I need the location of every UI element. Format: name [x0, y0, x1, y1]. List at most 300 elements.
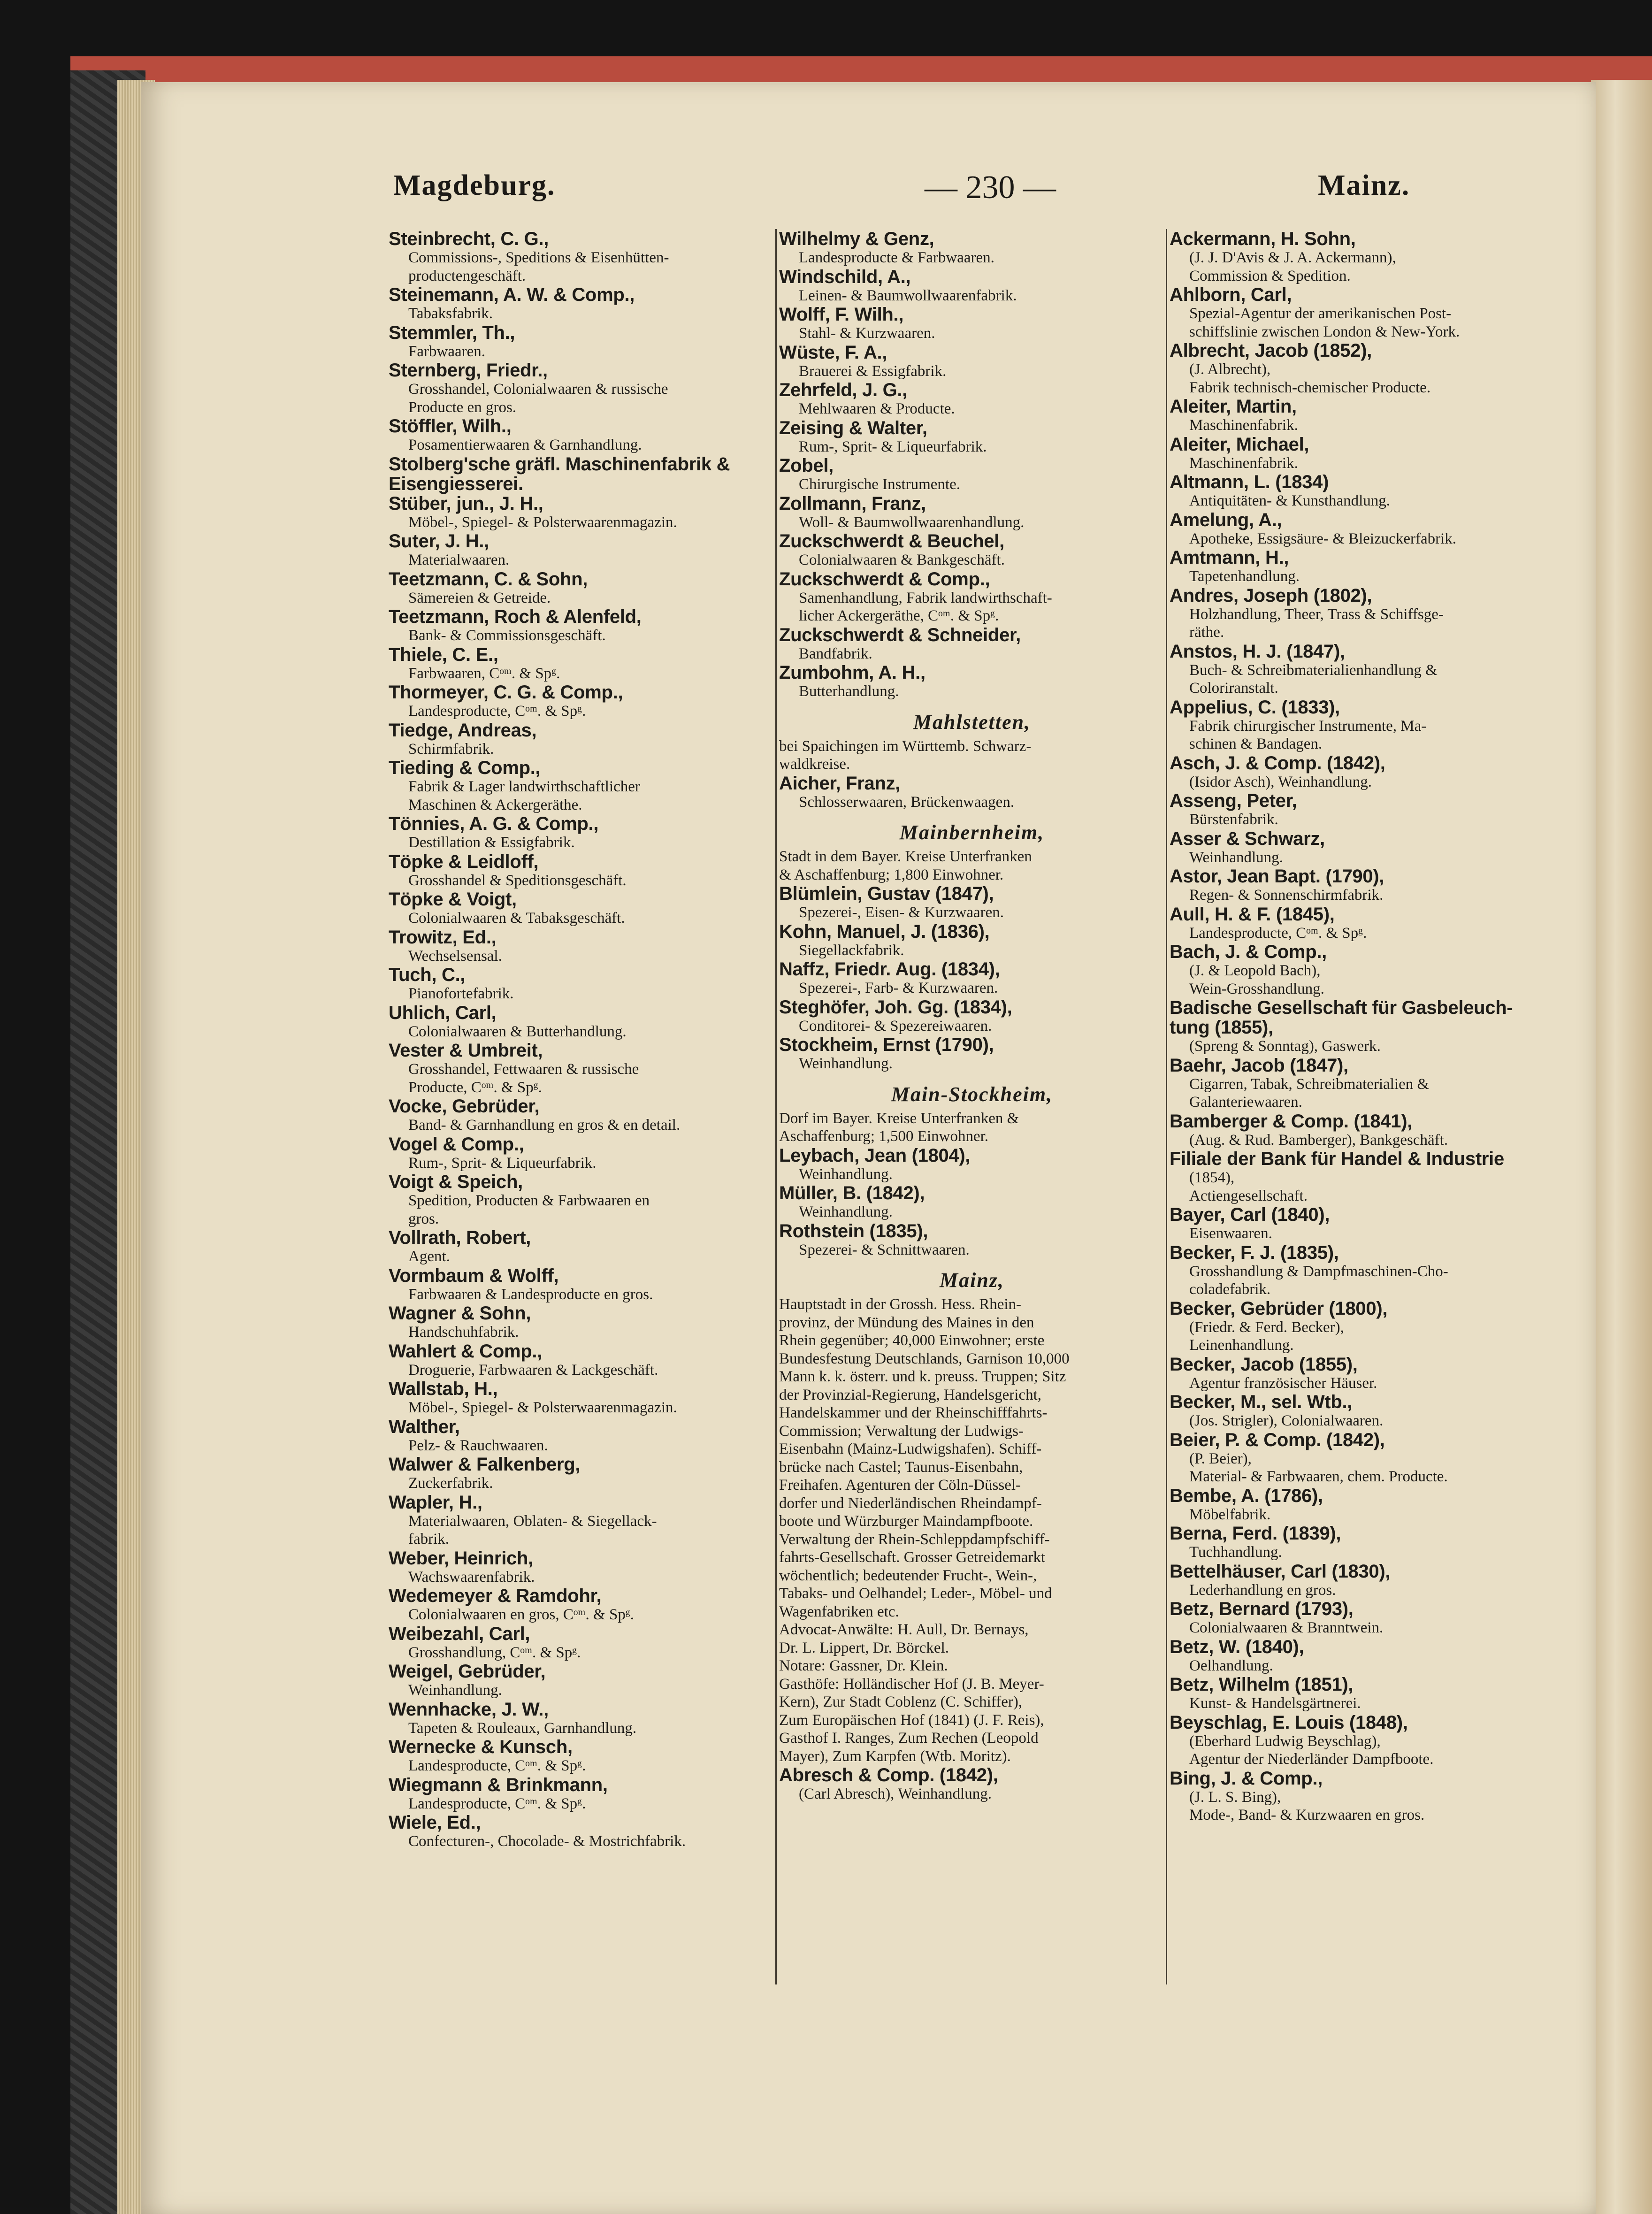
- running-head-left: Magdeburg.: [393, 169, 556, 201]
- entry-name: Tiedge, Andreas,: [389, 720, 537, 741]
- entry-description: Rum-, Sprit- & Liqueurfabrik.: [408, 1154, 597, 1172]
- directory-entry: [389, 531, 774, 569]
- entry-description: Farbwaaren & Landesproducte en gros.: [408, 1286, 653, 1303]
- place-heading: Main-Stockheim,: [891, 1082, 1053, 1106]
- entry-description: Buch- & Schreibmaterialienhandlung &: [1189, 661, 1438, 679]
- place-description-line: Verwaltung der Rhein-Schleppdampfschiff-: [779, 1531, 1050, 1548]
- place-description-line: wöchentlich; bedeutender Frucht-, Wein-,: [779, 1567, 1037, 1584]
- entry-name: Asser & Schwarz,: [1170, 828, 1325, 849]
- entry-name: Wüste, F. A.,: [779, 342, 887, 363]
- place-description-line: Mann k. k. österr. und k. preuss. Truppen; Sitz: [779, 1368, 1066, 1385]
- entry-description: Maschinenfabrik.: [1189, 417, 1298, 434]
- entry-description: Handschuhfabrik.: [408, 1324, 519, 1341]
- directory-entry: [779, 456, 1165, 494]
- entry-name: Bing, J. & Comp.,: [1170, 1768, 1323, 1789]
- entry-name: Betz, Bernard (1793),: [1170, 1599, 1354, 1619]
- entry-name: Vogel & Comp.,: [389, 1134, 524, 1155]
- directory-entry: [389, 416, 774, 454]
- directory-entry: [389, 758, 774, 814]
- entry-name: Kohn, Manuel, J. (1836),: [779, 921, 990, 942]
- entry-name: Becker, F. J. (1835),: [1170, 1242, 1339, 1263]
- place-description-line: Zum Europäischen Hof (1841) (J. F. Reis),: [779, 1711, 1044, 1729]
- entry-name: Ahlborn, Carl,: [1170, 284, 1292, 305]
- directory-entry: [779, 625, 1165, 663]
- entry-name: Aleiter, Martin,: [1170, 396, 1297, 417]
- directory-entry: [389, 454, 774, 474]
- directory-entry: [1170, 1243, 1564, 1299]
- entry-description: Confecturen-, Chocolade- & Mostrichfabrik.: [408, 1833, 686, 1850]
- entry-name: Wennhacke, J. W.,: [389, 1699, 549, 1720]
- directory-entry: [779, 1183, 1165, 1221]
- entry-description: Möbel-, Spiegel- & Polsterwaarenmagazin.: [408, 1399, 677, 1416]
- entry-name: Betz, W. (1840),: [1170, 1636, 1304, 1657]
- entry-description: Weinhandlung.: [799, 1165, 893, 1183]
- entry-name: Vocke, Gebrüder,: [389, 1096, 540, 1117]
- directory-entry: [389, 285, 774, 323]
- entry-description: Tuchhandlung.: [1189, 1544, 1282, 1561]
- directory-entry: [1170, 1637, 1564, 1675]
- directory-entry: [1170, 753, 1564, 791]
- directory-entry: [389, 1341, 774, 1379]
- entry-name: Wagner & Sohn,: [389, 1303, 531, 1324]
- place-description-line: & Aschaffenburg; 1,800 Einwohner.: [779, 866, 1004, 883]
- entry-description: Grosshandel & Speditionsgeschäft.: [408, 872, 627, 889]
- entry-description: Möbel-, Spiegel- & Polsterwaarenmagazin.: [408, 513, 677, 531]
- entry-name: Walther,: [389, 1416, 460, 1437]
- directory-entry: [389, 1417, 774, 1455]
- entry-name: Voigt & Speich,: [389, 1172, 523, 1192]
- entry-description: Schlosserwaaren, Brückenwaagen.: [799, 793, 1015, 811]
- entry-description: Pelz- & Rauchwaaren.: [408, 1437, 548, 1454]
- entry-description: Spezerei-, Farb- & Kurzwaaren.: [799, 980, 998, 996]
- directory-entry: [1170, 1562, 1564, 1600]
- directory-entry: [1170, 1713, 1564, 1769]
- entry-description: Commissions-, Speditions & Eisenhütten-: [408, 249, 669, 266]
- directory-entry: [389, 682, 774, 720]
- directory-entry: [1170, 435, 1564, 473]
- entry-description: Siegellackfabrik.: [799, 942, 904, 959]
- column-2: [779, 229, 1165, 1984]
- directory-entry: [779, 774, 1165, 812]
- directory-entry: [389, 323, 774, 361]
- directory-entry: [779, 1221, 1165, 1259]
- place-heading: Mahlstetten,: [913, 710, 1031, 734]
- place-description-line: Dorf im Bayer. Kreise Unterfranken &: [779, 1110, 1019, 1127]
- directory-entry: [389, 1041, 774, 1096]
- directory-entry: [389, 1662, 774, 1700]
- entry-description: Antiquitäten- & Kunsthandlung.: [1189, 492, 1391, 509]
- directory-entry: [389, 494, 774, 532]
- entry-description: Producte en gros.: [408, 398, 517, 416]
- place-description-line: bei Spaichingen im Württemb. Schwarz-: [779, 737, 1032, 755]
- entry-name: tung (1855),: [1170, 1017, 1273, 1038]
- entry-name: Uhlich, Carl,: [389, 1002, 497, 1023]
- directory-entry: [779, 343, 1165, 381]
- directory-entry: [389, 1813, 774, 1851]
- entry-name: Altmann, L. (1834): [1170, 472, 1329, 492]
- directory-entry: [1170, 1675, 1564, 1713]
- entry-description: (Eberhard Ludwig Beyschlag),: [1189, 1732, 1381, 1750]
- place-description-line: boote und Würzburger Maindampfboote.: [779, 1513, 1033, 1530]
- entry-description: Farbwaaren.: [408, 343, 486, 360]
- entry-name: Steinbrecht, C. G.,: [389, 229, 549, 249]
- entry-name: Walwer & Falkenberg,: [389, 1454, 581, 1475]
- entry-description: Materialwaaren.: [408, 552, 510, 568]
- place-description-line: Gasthöfe: Holländischer Hof (J. B. Meyer-: [779, 1675, 1044, 1693]
- entry-description: (Spreng & Sonntag), Gaswerk.: [1189, 1038, 1381, 1055]
- entry-name: Aleiter, Michael,: [1170, 434, 1309, 455]
- directory-entry: [389, 360, 774, 416]
- directory-entry: [779, 380, 1165, 418]
- entry-description: Bandfabrik.: [799, 645, 872, 662]
- entry-name: Windschild, A.,: [779, 266, 911, 287]
- directory-entry: [1170, 866, 1564, 904]
- directory-entry: [779, 305, 1165, 343]
- entry-name: Zehrfeld, J. G.,: [779, 380, 908, 400]
- entry-name: Teetzmann, C. & Sohn,: [389, 568, 588, 590]
- entry-description: Cigarren, Tabak, Schreibmaterialien &: [1189, 1075, 1430, 1093]
- entry-description: Mehlwaaren & Producte.: [799, 400, 955, 417]
- directory-entry: [1170, 229, 1564, 285]
- entry-name: Beier, P. & Comp. (1842),: [1170, 1429, 1385, 1450]
- entry-description: Grosshandlung, Cᵒᵐ. & Spᵍ.: [408, 1644, 581, 1661]
- place-heading: Mainz,: [940, 1269, 1004, 1292]
- entry-description: (J. L. S. Bing),: [1189, 1788, 1281, 1806]
- entry-description: Wachswaarenfabrik.: [408, 1568, 535, 1586]
- entry-description: Colonialwaaren en gros, Cᵒᵐ. & Spᵍ.: [408, 1606, 634, 1623]
- entry-description: Grosshandel, Fettwaaren & russische: [408, 1061, 639, 1078]
- entry-description: Agentur französischer Häuser.: [1189, 1374, 1377, 1392]
- entry-description: Bürstenfabrik.: [1189, 811, 1278, 828]
- directory-entry: [779, 267, 1165, 305]
- entry-description: (Isidor Asch), Weinhandlung.: [1189, 773, 1372, 790]
- directory-entry: [389, 814, 774, 852]
- entry-name: Steghöfer, Joh. Gg. (1834),: [779, 996, 1012, 1018]
- place-description-line: Handelskammer und der Rheinschifffahrts-: [779, 1404, 1048, 1421]
- directory-entry: [1170, 548, 1564, 586]
- entry-description: Colonialwaaren & Bankgeschäft.: [799, 552, 1005, 568]
- directory-entry: [779, 997, 1165, 1035]
- entry-description: Destillation & Essigfabrik.: [408, 834, 575, 851]
- entry-description: Weinhandlung.: [799, 1203, 893, 1220]
- entry-name: Rothstein (1835),: [779, 1220, 928, 1241]
- place-description-line: Kern), Zur Stadt Coblenz (C. Schiffer),: [779, 1693, 1023, 1710]
- entry-name: Amelung, A.,: [1170, 509, 1282, 530]
- directory-entry: [389, 1266, 774, 1304]
- entry-name: Stockheim, Ernst (1790),: [779, 1034, 994, 1055]
- place-description-line: Aschaffenburg; 1,500 Einwohner.: [779, 1128, 989, 1145]
- entry-name: Wiele, Ed.,: [389, 1812, 481, 1833]
- entry-name: Asseng, Peter,: [1170, 790, 1297, 811]
- directory-entry: [389, 1134, 774, 1172]
- place-description-line: Wagenfabriken etc.: [779, 1603, 899, 1620]
- entry-description: Stahl- & Kurzwaaren.: [799, 325, 935, 342]
- entry-description: Grosshandel, Colonialwaaren & russische: [408, 381, 668, 398]
- entry-description: Weinhandlung.: [799, 1055, 893, 1072]
- entry-name: Wiegmann & Brinkmann,: [389, 1774, 608, 1795]
- page-edges-right: [1591, 80, 1652, 2214]
- entry-name: Abresch & Comp. (1842),: [779, 1765, 998, 1785]
- entry-description: (P. Beier),: [1189, 1450, 1252, 1467]
- entry-name: Töpke & Leidloff,: [389, 851, 539, 872]
- directory-entry: [389, 229, 774, 285]
- directory-entry: [389, 852, 774, 890]
- entry-description: Holzhandlung, Theer, Trass & Schiffsge-: [1189, 605, 1444, 623]
- entry-name: Leybach, Jean (1804),: [779, 1145, 971, 1166]
- place-heading: Mainbernheim,: [899, 821, 1045, 844]
- entry-description: Zuckerfabrik.: [408, 1475, 493, 1492]
- directory-entry: [389, 1172, 774, 1228]
- entry-description: (Jos. Strigler), Colonialwaaren.: [1189, 1412, 1384, 1429]
- entry-description: (1854),: [1189, 1169, 1235, 1186]
- entry-name: Baehr, Jacob (1847),: [1170, 1055, 1348, 1076]
- entry-name: Vormbaum & Wolff,: [389, 1265, 559, 1286]
- entry-name: Bamberger & Comp. (1841),: [1170, 1111, 1413, 1132]
- directory-entry: [1170, 829, 1564, 867]
- directory-entry: [1170, 1769, 1564, 1824]
- entry-description: Kunst- & Handelsgärtnerei.: [1189, 1695, 1361, 1712]
- entry-description: Colonialwaaren & Butterhandlung.: [408, 1023, 627, 1040]
- directory-entry: [1170, 1056, 1564, 1111]
- place-description-line: brücke nach Castel; Taunus-Eisenbahn,: [779, 1458, 1023, 1476]
- directory-entry: [1170, 1149, 1564, 1205]
- entry-description: Maschinenfabrik.: [1189, 454, 1298, 472]
- entry-name: Stöffler, Wilh.,: [389, 416, 512, 437]
- entry-name: Wedemeyer & Ramdohr,: [389, 1586, 602, 1606]
- entry-name: Zeising & Walter,: [779, 417, 927, 438]
- entry-description: schiffslinie zwischen London & New-York.: [1189, 323, 1460, 340]
- entry-description: Rum-, Sprit- & Liqueurfabrik.: [799, 438, 987, 455]
- entry-description: Producte, Cᵒᵐ. & Spᵍ.: [408, 1079, 542, 1096]
- entry-name: Vollrath, Robert,: [389, 1227, 531, 1248]
- place-description-line: Eisenbahn (Mainz-Ludwigshafen). Schiff-: [779, 1440, 1042, 1457]
- entry-description: Leinen- & Baumwollwaarenfabrik.: [799, 287, 1017, 304]
- directory-entry: [779, 1146, 1165, 1184]
- column-3: [1170, 229, 1564, 1984]
- entry-description: Chirurgische Instrumente.: [799, 476, 960, 493]
- place-description-line: waldkreise.: [779, 756, 850, 773]
- directory-entry: [389, 1700, 774, 1738]
- entry-description: Landesproducte, Cᵒᵐ. & Spᵍ.: [408, 1757, 586, 1774]
- place-section: [779, 711, 1165, 774]
- entry-description: fabrik.: [408, 1531, 450, 1548]
- entry-description: Galanteriewaaren.: [1189, 1094, 1302, 1111]
- entry-name: Naffz, Friedr. Aug. (1834),: [779, 959, 1000, 980]
- directory-entry: [389, 1455, 774, 1493]
- directory-entry: [779, 569, 1165, 625]
- entry-name: Wilhelmy & Genz,: [779, 229, 934, 249]
- entry-description: Colonialwaaren & Tabaksgeschäft.: [408, 910, 625, 927]
- entry-name: Badische Gesellschaft für Gasbeleuch-: [1170, 997, 1513, 1018]
- entry-description: Spezial-Agentur der amerikanischen Post-: [1189, 305, 1452, 322]
- entry-description: Landesproducte, Cᵒᵐ. & Spᵍ.: [408, 703, 586, 720]
- entry-description: Agent.: [408, 1248, 450, 1265]
- entry-name: Stolberg'sche gräfl. Maschinenfabrik &: [389, 453, 730, 475]
- entry-name: Weigel, Gebrüder,: [389, 1661, 546, 1682]
- entry-name: Bettelhäuser, Carl (1830),: [1170, 1561, 1391, 1582]
- entry-description: Maschinen & Ackergeräthe.: [408, 796, 582, 813]
- directory-entry: [1170, 397, 1564, 435]
- directory-entry: [1170, 1599, 1564, 1637]
- entry-name: Weibezahl, Carl,: [389, 1623, 530, 1644]
- entry-name: Thormeyer, C. G. & Comp.,: [389, 682, 623, 703]
- place-description-line: Hauptstadt in der Grossh. Hess. Rhein-: [779, 1296, 1022, 1313]
- entry-name: Trowitz, Ed.,: [389, 927, 497, 948]
- directory-entry: [389, 1303, 774, 1341]
- entry-name: Andres, Joseph (1802),: [1170, 585, 1372, 606]
- directory-entry: [1170, 586, 1564, 642]
- directory-entry: [1170, 904, 1564, 942]
- place-description-line: Tabaks- und Oelhandel; Leder-, Möbel- und: [779, 1585, 1052, 1602]
- directory-entry: [1170, 998, 1564, 1018]
- entry-name: Wallstab, H.,: [389, 1379, 498, 1399]
- entry-description: Grosshandlung & Dampfmaschinen-Cho-: [1189, 1263, 1448, 1280]
- entry-description: Mode-, Band- & Kurzwaaren en gros.: [1189, 1807, 1425, 1823]
- directory-entry: [1170, 1486, 1564, 1524]
- directory-entry: [779, 959, 1165, 997]
- entry-name: Berna, Ferd. (1839),: [1170, 1523, 1341, 1544]
- directory-entry: [389, 1096, 774, 1134]
- place-description-line: fahrts-Gesellschaft. Grosser Getreidemarkt: [779, 1549, 1046, 1566]
- entry-name: Becker, M., sel. Wtb.,: [1170, 1392, 1353, 1412]
- directory-entry: [1170, 791, 1564, 829]
- entry-name: Anstos, H. J. (1847),: [1170, 641, 1345, 662]
- entry-description: Möbelfabrik.: [1189, 1506, 1271, 1523]
- entry-description: Actiengesellschaft.: [1189, 1187, 1308, 1204]
- entry-name: Bach, J. & Comp.,: [1170, 942, 1327, 962]
- directory-entry: [389, 1379, 774, 1417]
- entry-name: Stemmler, Th.,: [389, 322, 515, 343]
- entry-name: Thiele, C. E.,: [389, 644, 498, 665]
- entry-description: (Friedr. & Ferd. Becker),: [1189, 1318, 1344, 1336]
- entry-name: Zuckschwerdt & Beuchel,: [779, 531, 1004, 552]
- directory-entry: [389, 569, 774, 607]
- entry-description: Materialwaaren, Oblaten- & Siegellack-: [408, 1512, 657, 1530]
- entry-description: Coloriranstalt.: [1189, 680, 1278, 697]
- directory-entry: [389, 645, 774, 683]
- directory-entry: [389, 1624, 774, 1662]
- entry-description: Farbwaaren, Cᵒᵐ. & Spᵍ.: [408, 665, 560, 682]
- entry-name: Wapler, H.,: [389, 1492, 482, 1513]
- entry-description: Agentur der Niederländer Dampfboote.: [1189, 1751, 1434, 1768]
- directory-entry: [779, 229, 1165, 267]
- entry-description: (J. Albrecht),: [1189, 361, 1271, 378]
- entry-description: Lederhandlung en gros.: [1189, 1581, 1336, 1599]
- entry-name: Teetzmann, Roch & Alenfeld,: [389, 606, 642, 627]
- directory-entry: [1170, 942, 1564, 998]
- column-1: [389, 229, 774, 1984]
- entry-description: Sämereien & Getreide.: [408, 589, 551, 606]
- entry-description: Landesproducte & Farbwaaren.: [799, 249, 994, 266]
- entry-description: Commission & Spedition.: [1189, 267, 1351, 284]
- directory-entry: [779, 1765, 1165, 1803]
- entry-description: Landesproducte, Cᵒᵐ. & Spᵍ.: [1189, 924, 1367, 942]
- entry-description: Brauerei & Essigfabrik.: [799, 362, 947, 380]
- entry-description: Spezerei-, Eisen- & Kurzwaaren.: [799, 904, 1004, 921]
- entry-name: Tönnies, A. G. & Comp.,: [389, 813, 599, 834]
- entry-description: Eisenwaaren.: [1189, 1225, 1272, 1242]
- place-description-line: Mayer), Zum Karpfen (Wtb. Moritz).: [779, 1747, 1011, 1765]
- entry-description: Wein-Grosshandlung.: [1189, 980, 1324, 997]
- directory-entry: [779, 418, 1165, 456]
- place-description-line: provinz, der Mündung des Maines in den: [779, 1314, 1034, 1331]
- directory-entry: [389, 889, 774, 927]
- entry-name: Suter, J. H.,: [389, 531, 489, 552]
- entry-name: Sternberg, Friedr.,: [389, 360, 548, 381]
- entry-name: Töpke & Voigt,: [389, 889, 517, 910]
- directory-entry: [389, 1228, 774, 1266]
- entry-description: Conditorei- & Spezereiwaaren.: [799, 1017, 992, 1034]
- directory-entry: [1170, 472, 1564, 510]
- directory-entry: [389, 1003, 774, 1041]
- entry-description: Woll- & Baumwollwaarenhandlung.: [799, 513, 1025, 531]
- entry-name: Becker, Jacob (1855),: [1170, 1354, 1358, 1375]
- entry-name: Steinemann, A. W. & Comp.,: [389, 284, 635, 305]
- column-divider: [1166, 229, 1167, 1984]
- entry-description: (J. & Leopold Bach),: [1189, 962, 1321, 979]
- entry-description: Regen- & Sonnenschirmfabrik.: [1189, 887, 1384, 904]
- entry-description: Tapeten & Rouleaux, Garnhandlung.: [408, 1719, 637, 1737]
- entry-description: Landesproducte, Cᵒᵐ. & Spᵍ.: [408, 1795, 586, 1812]
- entry-description: Spezerei- & Schnittwaaren.: [799, 1241, 970, 1258]
- entry-description: (Aug. & Rud. Bamberger), Bankgeschäft.: [1189, 1131, 1448, 1149]
- entry-name: Becker, Gebrüder (1800),: [1170, 1298, 1388, 1319]
- place-description-line: Stadt in dem Bayer. Kreise Unterfranken: [779, 848, 1032, 865]
- directory-entry: [389, 1548, 774, 1586]
- entry-name: Wernecke & Kunsch,: [389, 1737, 573, 1757]
- entry-description: Pianofortefabrik.: [408, 985, 514, 1002]
- directory-entry: [1170, 1111, 1564, 1149]
- entry-name: Blümlein, Gustav (1847),: [779, 883, 994, 904]
- directory-entry: [779, 884, 1165, 922]
- place-description-line: Bundesfestung Deutschlands, Garnison 10,000: [779, 1350, 1070, 1367]
- entry-name: Eisengiesserei.: [389, 473, 523, 494]
- entry-description: Wechselsensal.: [408, 947, 502, 965]
- entry-name: Albrecht, Jacob (1852),: [1170, 340, 1372, 361]
- entry-description: Spedition, Producten & Farbwaaren en: [408, 1192, 650, 1209]
- entry-name: Stüber, jun., J. H.,: [389, 493, 543, 514]
- entry-name: Tuch, C.,: [389, 965, 466, 985]
- entry-name: Asch, J. & Comp. (1842),: [1170, 752, 1385, 774]
- directory-entry: [389, 927, 774, 965]
- place-description-line: Commission; Verwaltung der Ludwigs-: [779, 1422, 1024, 1440]
- entry-name: Betz, Wilhelm (1851),: [1170, 1674, 1354, 1695]
- entry-name: Aicher, Franz,: [779, 773, 901, 794]
- entry-description: Weinhandlung.: [1189, 849, 1283, 866]
- entry-description: Material- & Farbwaaren, chem. Producte.: [1189, 1468, 1448, 1485]
- directory-entry: [389, 720, 774, 758]
- entry-name: Wolff, F. Wilh.,: [779, 304, 904, 325]
- directory-entry: [1170, 1355, 1564, 1393]
- entry-description: gros.: [408, 1210, 439, 1227]
- entry-description: Droguerie, Farbwaaren & Lackgeschäft.: [408, 1361, 658, 1379]
- directory-entry: [389, 1737, 774, 1775]
- entry-description: räthe.: [1189, 624, 1224, 641]
- entry-name: Tieding & Comp.,: [389, 758, 541, 778]
- directory-entry: [779, 531, 1165, 569]
- directory-entry: [1170, 341, 1564, 397]
- entry-description: coladefabrik.: [1189, 1281, 1271, 1298]
- entry-description: Leinenhandlung.: [1189, 1337, 1294, 1354]
- entry-description: Butterhandlung.: [799, 683, 899, 700]
- entry-description: Tabaksfabrik.: [408, 305, 493, 322]
- directory-entry: [779, 494, 1165, 532]
- place-description-line: Dr. L. Lippert, Dr. Börckel.: [779, 1639, 949, 1656]
- directory-entry: [389, 1775, 774, 1813]
- entry-description: Weinhandlung.: [408, 1682, 502, 1699]
- place-section: [779, 1083, 1165, 1146]
- column-divider: [775, 229, 777, 1984]
